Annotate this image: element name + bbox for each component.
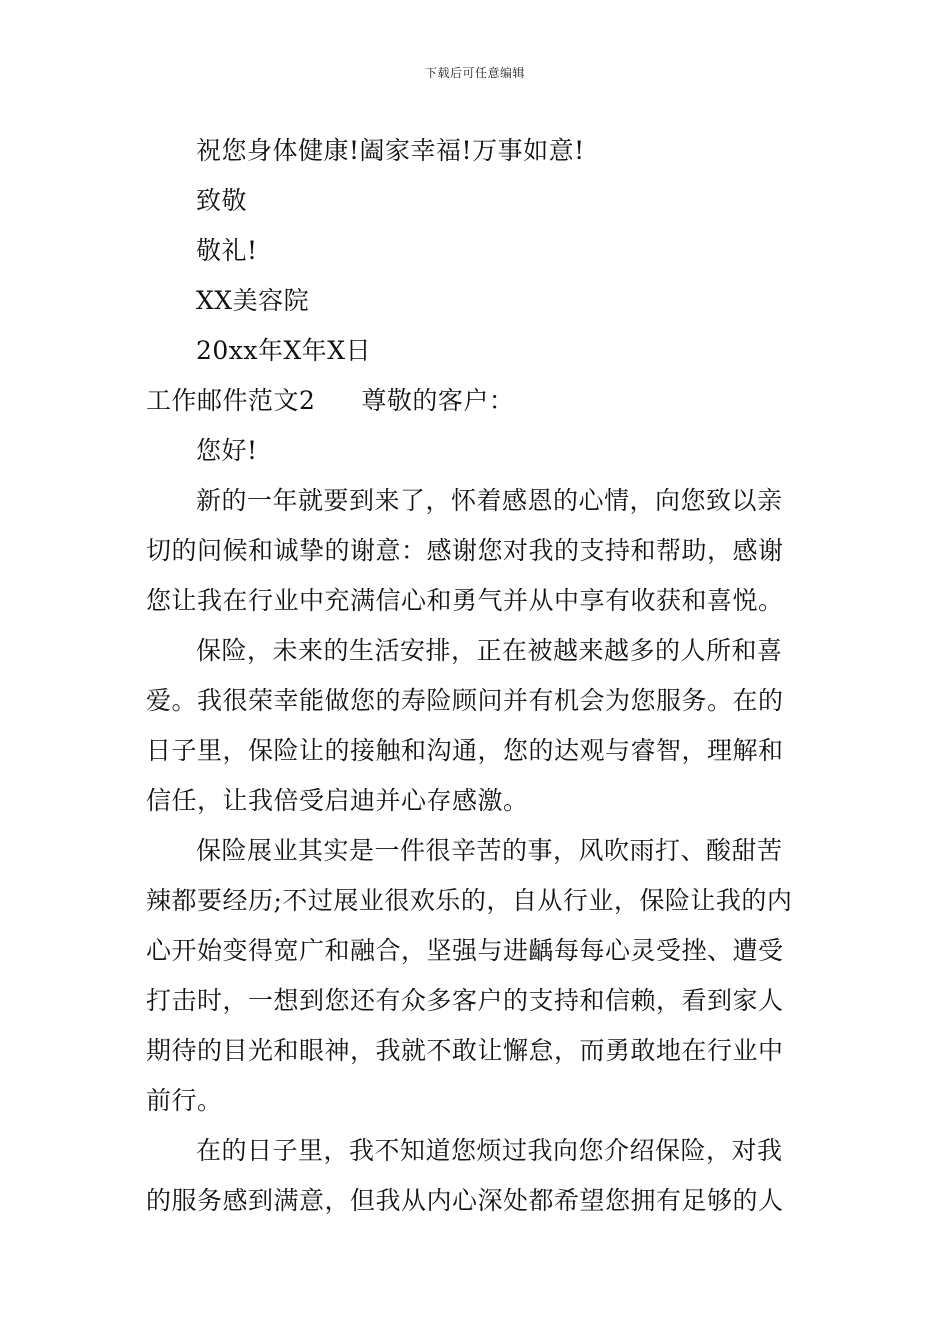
paragraph-2-line-2: 爱。我很荣幸能做您的寿险顾问并有机会为您服务。在的 <box>146 686 784 715</box>
paragraph-3-line-2: 辣都要经历;不过展业很欢乐的，自从行业，保险让我的内 <box>146 886 793 915</box>
paragraph-4-line-2: 的服务感到满意，但我从内心深处都希望您拥有足够的人 <box>146 1186 784 1215</box>
greeting: 您好! <box>196 436 258 465</box>
paragraph-1-line-2: 切的问候和诚挚的谢意：感谢您对我的支持和帮助，感谢 <box>146 536 784 565</box>
paragraph-3-line-6: 前行。 <box>146 1086 223 1115</box>
paragraph-3-line-4: 打击时，一想到您还有众多客户的支持和信赖，看到家人 <box>146 986 784 1015</box>
paragraph-2-line-1: 保险，未来的生活安排，正在被越来越多的人所和喜 <box>196 636 783 665</box>
paragraph-3-line-3: 心开始变得宽广和融合，坚强与进齲每每心灵受挫、遭受 <box>146 936 784 965</box>
paragraph-2-line-4: 信任，让我倍受启迪并心存感激。 <box>146 786 529 815</box>
closing-regards: 致敬 <box>196 186 248 215</box>
salutation: 尊敬的客户： <box>361 386 515 415</box>
paragraph-1-line-3: 您让我在行业中充满信心和勇气并从中享有收获和喜悦。 <box>146 586 784 615</box>
section-heading-row <box>146 386 514 416</box>
sender-name: XX美容院 <box>196 286 310 315</box>
section-title: 工作邮件范文2 <box>146 386 316 415</box>
closing-wishes: 祝您身体健康!阖家幸福!万事如意! <box>196 136 585 165</box>
paragraph-3-line-5: 期待的目光和眼神，我就不敢让懈怠，而勇敢地在行业中 <box>146 1036 784 1065</box>
page-header: 下载后可任意编辑 <box>424 66 525 80</box>
paragraph-1-line-1: 新的一年就要到来了，怀着感恩的心情，向您致以亲 <box>196 486 783 515</box>
paragraph-2-line-3: 日子里，保险让的接触和沟通，您的达观与睿智，理解和 <box>146 736 784 765</box>
paragraph-4-line-1: 在的日子里，我不知道您烦过我向您介绍保险，对我 <box>196 1136 783 1165</box>
closing-salute: 敬礼! <box>196 236 258 265</box>
sender-date: 20xx年X年X日 <box>196 336 372 365</box>
paragraph-3-line-1: 保险展业其实是一件很辛苦的事，风吹雨打、酸甜苦 <box>196 836 783 865</box>
